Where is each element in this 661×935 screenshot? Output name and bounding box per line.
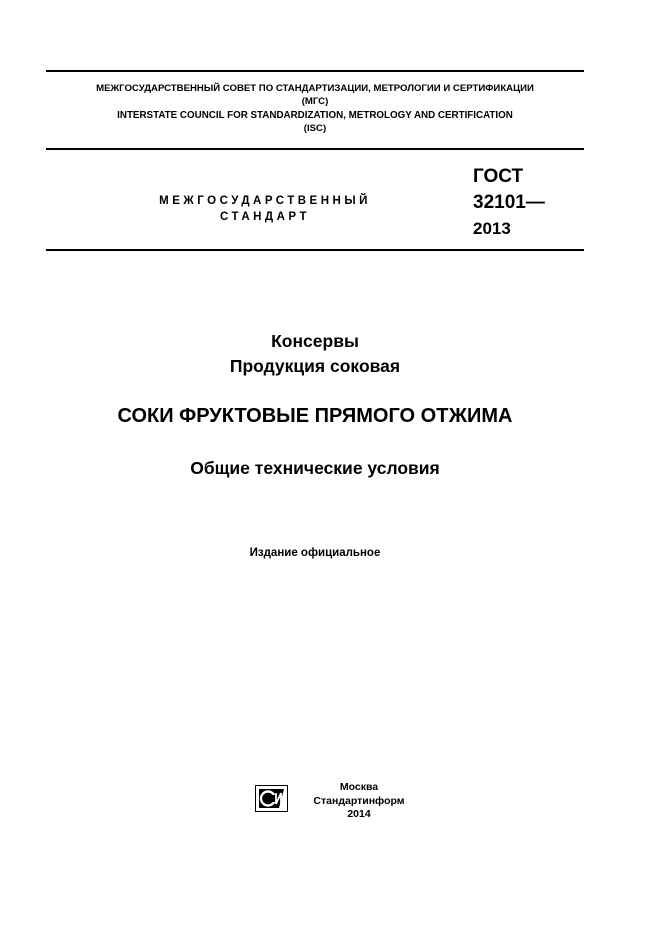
standard-designation: ГОСТ	[473, 166, 524, 187]
middle-rule	[46, 148, 584, 150]
council-abbr-ru: (МГС)	[301, 96, 329, 107]
standard-number: 32101—	[473, 192, 545, 213]
standartinform-logo-icon	[255, 785, 288, 812]
council-name-ru: МЕЖГОСУДАРСТВЕННЫЙ СОВЕТ ПО СТАНДАРТИЗАЦИИ, МЕТРОЛОГИИ И СЕРТИФИКАЦИИ	[96, 83, 534, 94]
publisher-name: Стандартинформ	[313, 795, 405, 807]
council-name-en: INTERSTATE COUNCIL FOR STANDARDIZATION, METROLOGY AND CERTIFICATION	[117, 110, 513, 121]
council-abbr-en: (ISC)	[303, 123, 327, 134]
publication-year: 2014	[347, 808, 371, 820]
edition-note: Издание официальное	[249, 547, 381, 559]
standard-type-line2: СТАНДАРТ	[220, 211, 310, 223]
standard-type-line1: МЕЖГОСУДАРСТВЕННЫЙ	[159, 195, 371, 207]
title-line2: Продукция соковая	[229, 356, 401, 376]
subtitle: Общие технические условия	[190, 458, 440, 478]
title-line1: Консервы	[271, 331, 359, 351]
main-title: СОКИ ФРУКТОВЫЕ ПРЯМОГО ОТЖИМА	[117, 405, 513, 427]
top-rule	[46, 70, 584, 72]
bottom-rule	[46, 249, 584, 251]
standard-year: 2013	[473, 219, 511, 238]
publisher-city: Москва	[339, 781, 379, 793]
